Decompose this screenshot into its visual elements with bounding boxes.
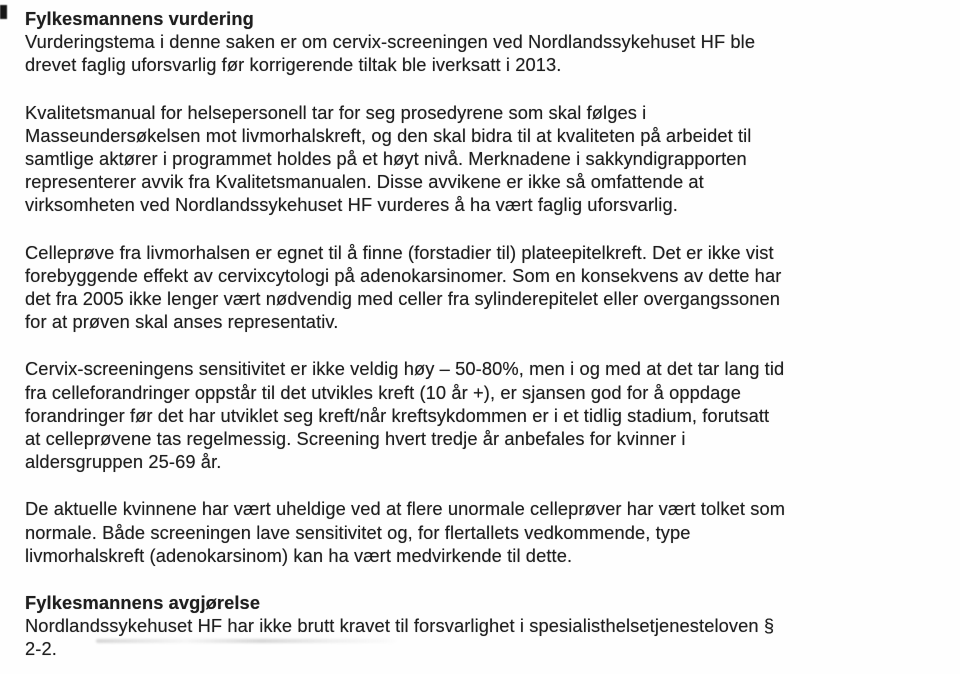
section-heading-vurdering: Fylkesmannens vurdering: [25, 8, 254, 29]
text-line: livmorhalskreft (adenokarsinom) kan ha vært medvirkende til dette.: [25, 544, 573, 566]
text-line: De aktuelle kvinnene har vært uheldige ved at flere unormale celleprøver har vært tolket som: [25, 498, 786, 520]
text-line: for at prøven skal anses representativ.: [25, 311, 339, 333]
text-line: at celleprøvene tas regelmessig. Screening hvert tredje år anbefales for kvinner i: [25, 428, 686, 450]
text-line: Kvalitetsmanual for helsepersonell tar for seg prosedyrene som skal følges i: [25, 101, 647, 123]
text-line: Celleprøve fra livmorhalsen er egnet til å finne (forstadier til) plateepitelkreft. Det er ikke vist: [25, 241, 774, 263]
paragraph-kvalitetsmanual: [25, 101, 942, 217]
text-line: representerer avvik fra Kvalitetsmanualen. Disse avvikene er ikke så omfattende at: [25, 171, 704, 193]
text-line: 2-2.: [25, 638, 57, 660]
section-vurdering: [25, 7, 942, 77]
paragraph-celleprove: [25, 241, 942, 334]
text-line: Nordlandssykehuset HF har ikke brutt kravet til forsvarlighet i spesialisthelsetjenesteloven §: [25, 615, 775, 637]
text-line: fra celleforandringer oppstår til det utvikles kreft (10 år +), er sjansen god for å oppdage: [25, 381, 741, 403]
paragraph-sensitivitet: [25, 357, 942, 473]
text-line: Cervix-screeningens sensitivitet er ikke veldig høy – 50-80%, men i og med at det tar lang tid: [25, 358, 785, 380]
text-line: det fra 2005 ikke lenger vært nødvendig med celler fra sylinderepitelet eller overgangssonen: [25, 288, 781, 310]
text-line: Masseundersøkelsen mot livmorhalskreft, og den skal bidra til at kvaliteten på arbeidet til: [25, 124, 752, 146]
text-line: normale. Både screeningen lave sensitivitet og, for flertallets vedkommende, type: [25, 521, 691, 543]
text-line: aldersgruppen 25-69 år.: [25, 451, 222, 473]
text-line: drevet faglig uforsvarlig før korrigerende tiltak ble iverksatt i 2013.: [25, 54, 562, 76]
text-line: samtlige aktører i programmet holdes på et høyt nivå. Merknadene i sakkyndigrapporten: [25, 148, 747, 170]
text-line: virksomheten ved Nordlandssykehuset HF vurderes å ha vært faglig uforsvarlig.: [25, 194, 678, 216]
text-line: Vurderingstema i denne saken er om cervix-screeningen ved Nordlandssykehuset HF ble: [25, 31, 756, 53]
section-avgjorelse: [25, 591, 942, 661]
text-line: forandringer før det har utviklet seg kreft/når kreftsykdommen er i et tidlig stadium, forutsatt: [25, 404, 770, 426]
scan-artifact-streak: [96, 639, 396, 643]
text-line: forebyggende effekt av cervixcytologi på adenokarsinomer. Som en konsekvens av dette har: [25, 264, 782, 286]
paragraph-kvinnene: [25, 497, 942, 567]
section-heading-avgjorelse: Fylkesmannens avgjørelse: [25, 592, 261, 614]
